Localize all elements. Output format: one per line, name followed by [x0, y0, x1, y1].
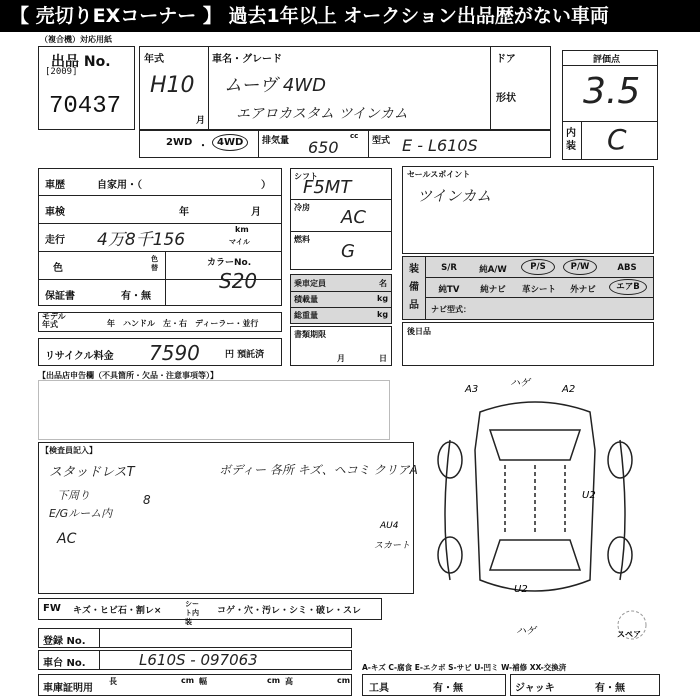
note-left-mark: 8: [143, 493, 151, 507]
inspector-box: [38, 442, 418, 594]
diagram-a3: A3: [465, 384, 479, 395]
mileage-label: 走行: [45, 235, 65, 246]
capacity-unit: 名: [379, 279, 387, 288]
lot-box: [38, 46, 135, 130]
model-year-label: モデル年式: [42, 312, 66, 329]
fuel-label: 燃料: [294, 235, 310, 244]
shape-label: 形状: [496, 93, 516, 104]
model-label: 型式: [372, 136, 391, 146]
option-sr: S/R: [441, 263, 457, 273]
inspector-header: 【検査員記入】: [41, 446, 97, 455]
note-right-1: ボディー 各所 キズ、ヘコミ クリアA: [219, 463, 418, 477]
equip-box: [290, 168, 392, 270]
ac-label: 冷房: [294, 203, 310, 212]
tools-row: [362, 674, 506, 696]
later-box: [402, 322, 654, 366]
cert-cm-3: cm: [337, 676, 351, 685]
color-no-value: S20: [219, 269, 258, 293]
seat-label: シート内装: [185, 600, 199, 626]
recycle-label: リサイクル料金: [45, 351, 114, 362]
history-close: ）: [261, 180, 271, 191]
option-airbag: エアB: [609, 279, 647, 295]
color-no-label: カラーNo.: [207, 258, 252, 268]
drive-2wd: 2WD: [166, 137, 193, 148]
cert-label: 車庫証明用: [43, 683, 93, 694]
weight-label: 総重量: [294, 311, 318, 320]
option-ps: P/S: [521, 259, 555, 275]
condition-label: FW: [43, 603, 61, 614]
sales-value: ツインカム: [417, 187, 492, 205]
chassis-label: 車台 No.: [43, 658, 86, 669]
lot-number: 70437: [49, 93, 122, 120]
cert-cm-1: cm: [181, 676, 195, 685]
later-label: 後日品: [407, 327, 431, 336]
docs-month: 月: [337, 354, 345, 363]
warranty-label: 保証書: [45, 291, 75, 302]
note-left-2: 下周り: [57, 489, 90, 502]
recycle-value: 7590: [149, 341, 200, 365]
tools-label: 工具: [369, 683, 389, 694]
chassis-value: L610S - 097063: [139, 651, 258, 669]
cert-cm-2: cm: [267, 676, 281, 685]
mile-unit: マイル: [229, 238, 250, 246]
warranty-value: 有・無: [121, 291, 151, 302]
lot-label: 出品 No.: [51, 54, 111, 70]
recycle-row: [38, 338, 282, 366]
tools-value: 有・無: [433, 683, 463, 694]
history-value: 自家用・（: [97, 180, 142, 191]
shift-label: シフト: [294, 172, 318, 181]
fuel-value: G: [341, 241, 355, 262]
reg-row: [38, 628, 352, 648]
vehicle-box: [139, 46, 551, 130]
spare-label: スペア: [617, 630, 641, 639]
capacity-box: [290, 274, 392, 324]
ac-value: AC: [341, 207, 366, 228]
model-year-row: [38, 312, 282, 332]
diagram-hage-2: ハゲ: [516, 626, 536, 637]
load-unit: kg: [377, 294, 389, 303]
diagram-u2-b: U2: [514, 584, 528, 595]
score-box: [562, 50, 658, 160]
car-diagram: [374, 370, 660, 640]
diagram-a2: A2: [562, 384, 576, 395]
sales-box: [402, 166, 654, 254]
model-value: E - L610S: [402, 136, 478, 155]
model-year-text: 年 ハンドル 左・右 ディーラー・並行: [107, 319, 259, 328]
shift-value: F5MT: [303, 177, 352, 198]
option-leather: 革シート: [521, 285, 556, 295]
cert-row: [38, 674, 352, 696]
cert-length: 長: [109, 677, 117, 686]
year-label: 年式: [144, 54, 164, 65]
option-navi: 純ナビ: [480, 285, 506, 295]
color-change: 色替: [151, 255, 158, 272]
option-ext-navi: 外ナビ: [570, 285, 596, 295]
notes-area: [38, 380, 390, 440]
docs-label: 書類期限: [294, 330, 326, 339]
car-grade: エアロカスタム ツインカム: [236, 106, 408, 122]
interior-label: 内装: [566, 128, 576, 152]
displacement-value: 650: [308, 138, 339, 157]
mileage-value: 4万8千156: [97, 230, 186, 250]
cert-width: 幅: [199, 677, 207, 686]
condition-row: [38, 598, 382, 626]
sales-label: セールスポイント: [407, 170, 471, 179]
damage-legend: A-キズ C-腐食 E-エクボ S-サビ U-凹ミ W-補修 XX-交換済: [362, 663, 567, 672]
option-abs: ABS: [617, 263, 637, 273]
jack-row: [510, 674, 660, 696]
displacement-label: 排気量: [262, 136, 290, 146]
option-aw: 純A/W: [479, 265, 507, 275]
option-pw: P/W: [563, 259, 597, 275]
docs-day: 日: [379, 354, 387, 363]
note-left-1: スタッドレスT: [49, 465, 135, 480]
shaken-label: 車検: [45, 207, 65, 218]
shaken-month: 月: [251, 207, 261, 218]
km-unit: km: [235, 225, 249, 234]
top-note: （複合機）対応用紙: [40, 35, 112, 44]
history-label: 車歴: [45, 180, 65, 191]
cert-height: 高: [285, 677, 293, 686]
chassis-row: [38, 650, 352, 670]
weight-unit: kg: [377, 310, 389, 319]
recycle-unit: 円 預託済: [225, 350, 265, 360]
interior-value: C: [607, 123, 627, 156]
diagram-scratch: スカート: [374, 541, 411, 551]
reg-label: 登録 No.: [43, 636, 86, 647]
drive-4wd: 4WD: [212, 134, 248, 151]
banner: 【 売切りEXコーナー 】 過去1年以上 オークション出品歴がない車両: [0, 0, 700, 32]
options-box: [402, 256, 654, 320]
shaken-year: 年: [179, 207, 189, 218]
score-value: 3.5: [583, 71, 641, 112]
car-name: ムーヴ 4WD: [224, 75, 326, 96]
history-table: [38, 168, 282, 306]
diagram-au: AU4: [380, 521, 399, 531]
door-label: ドア: [496, 54, 516, 65]
navi-model-label: ナビ型式：: [431, 305, 471, 314]
diagram-u2: U2: [582, 490, 596, 501]
note-left-3: E/Gルーム内: [49, 507, 113, 520]
score-label: 評価点: [593, 55, 621, 65]
lot-year-stamp: [2009]: [45, 67, 78, 77]
seat-items: コゲ・穴・汚レ・シミ・破レ・スレ: [217, 606, 362, 616]
month-mark: 月: [196, 116, 206, 126]
year-value: H10: [150, 73, 195, 98]
capacity-label: 乗車定員: [294, 279, 326, 288]
note-left-4: AC: [57, 531, 77, 547]
docs-box: [290, 326, 392, 366]
jack-label: ジャッキ: [515, 683, 555, 694]
cc-unit: cc: [350, 132, 359, 140]
name-label: 車名・グレード: [212, 54, 282, 65]
condition-items: キズ・ヒビ石・割レ×: [73, 606, 162, 616]
color-label: 色: [53, 263, 63, 274]
option-tv: 純TV: [438, 285, 460, 295]
diagram-hage-1: ハゲ: [510, 378, 530, 389]
spec-row: [139, 130, 551, 158]
drive-sep: ・: [198, 141, 208, 152]
options-label: 装備品: [409, 264, 419, 311]
load-label: 積載量: [294, 295, 318, 304]
jack-value: 有・無: [595, 683, 625, 694]
notes-header: 【出品店申告欄（不具箇所・欠品・注意事項等）】: [38, 371, 218, 380]
